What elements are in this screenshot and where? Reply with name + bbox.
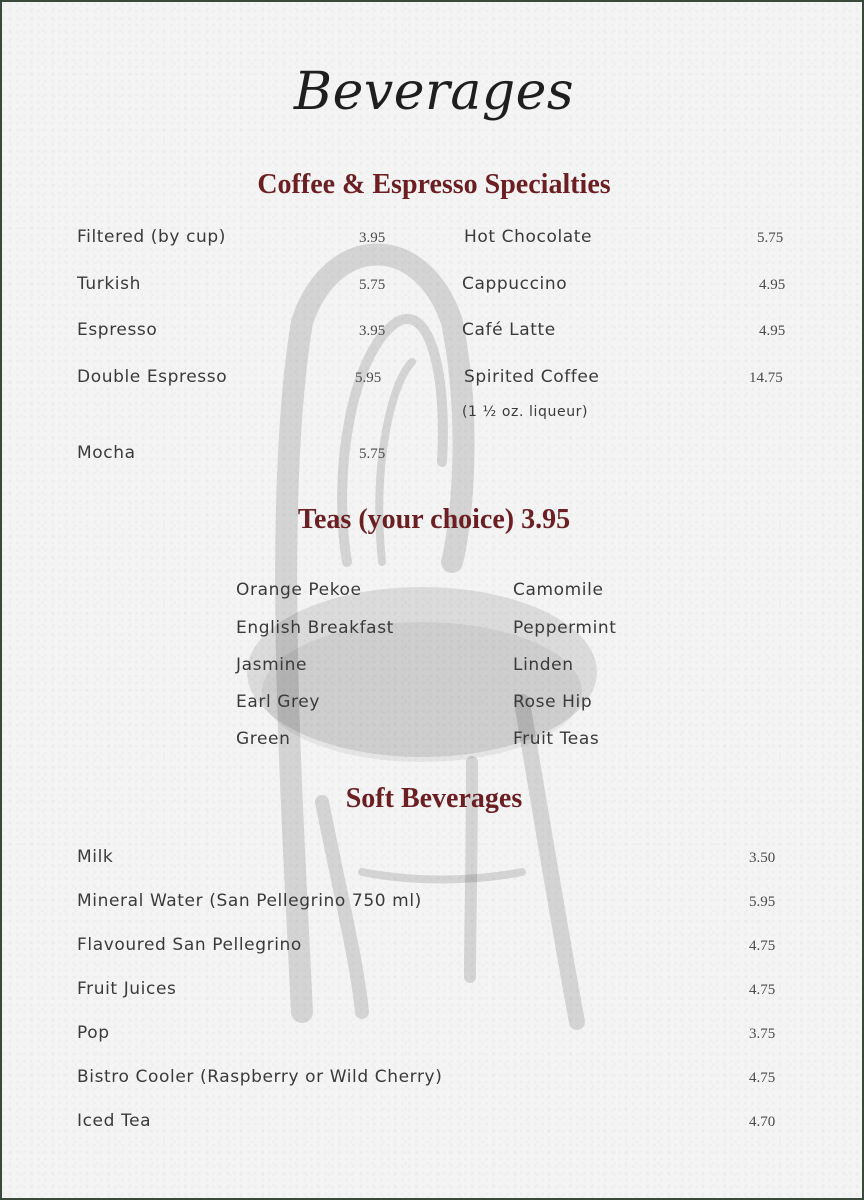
menu-item-name: Milk — [77, 847, 114, 867]
tea-item: Jasmine — [236, 655, 308, 675]
menu-item-price: 3.95 — [359, 323, 386, 339]
menu-item-name: Espresso — [77, 320, 158, 340]
tea-item: Linden — [513, 655, 574, 675]
tea-item: Orange Pekoe — [236, 580, 362, 600]
menu-item-note: (1 ½ oz. liqueur) — [462, 404, 589, 420]
menu-item-name: Iced Tea — [77, 1111, 152, 1131]
menu-item-price: 5.95 — [355, 370, 382, 386]
menu-item-price: 5.75 — [359, 446, 386, 462]
tea-item: Earl Grey — [236, 692, 320, 712]
tea-item: Peppermint — [513, 618, 617, 638]
menu-item-price: 4.95 — [759, 323, 786, 339]
page-title: Beverages — [293, 62, 575, 122]
menu-item-name: Turkish — [77, 274, 141, 294]
menu-item-price: 5.75 — [359, 277, 386, 293]
tea-item: English Breakfast — [236, 618, 394, 638]
menu-item-price: 4.75 — [749, 1070, 776, 1086]
menu-item-price: 4.70 — [749, 1114, 776, 1130]
menu-item-name: Spirited Coffee — [464, 367, 600, 387]
tea-item: Rose Hip — [513, 692, 593, 712]
menu-item-name: Fruit Juices — [77, 979, 177, 999]
menu-item-name: Mineral Water (San Pellegrino 750 ml) — [77, 891, 422, 911]
menu-item-price: 14.75 — [749, 370, 783, 386]
menu-item-name: Pop — [77, 1023, 110, 1043]
teas-section-heading: Teas (your choice) 3.95 — [297, 504, 571, 535]
coffee-section-heading: Coffee & Espresso Specialties — [257, 169, 611, 200]
menu-item-price: 3.50 — [749, 850, 776, 866]
menu-item-name: Filtered (by cup) — [77, 227, 227, 247]
menu-item-name: Flavoured San Pellegrino — [77, 935, 302, 955]
tea-item: Green — [236, 729, 291, 749]
menu-item-name: Hot Chocolate — [464, 227, 593, 247]
menu-item-price: 4.75 — [749, 938, 776, 954]
menu-item-name: Bistro Cooler (Raspberry or Wild Cherry) — [77, 1067, 443, 1087]
soft-beverages-heading: Soft Beverages — [345, 783, 523, 814]
menu-item-price: 5.75 — [757, 230, 784, 246]
menu-item-price: 3.75 — [749, 1026, 776, 1042]
menu-item-price: 5.95 — [749, 894, 776, 910]
menu-item-name: Mocha — [77, 443, 136, 463]
tea-item: Camomile — [513, 580, 604, 600]
tea-item: Fruit Teas — [513, 729, 600, 749]
menu-item-price: 3.95 — [359, 230, 386, 246]
menu-item-price: 4.75 — [749, 982, 776, 998]
menu-item-name: Café Latte — [462, 320, 556, 340]
menu-item-name: Cappuccino — [462, 274, 568, 294]
menu-item-name: Double Espresso — [77, 367, 228, 387]
menu-item-price: 4.95 — [759, 277, 786, 293]
